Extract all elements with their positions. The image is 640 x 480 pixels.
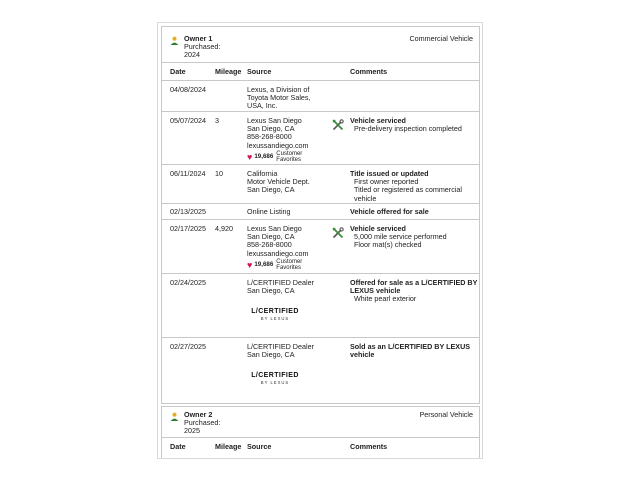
vehicle-use-type: Personal Vehicle bbox=[419, 410, 473, 419]
favorites-label-line: Favorites bbox=[276, 265, 301, 272]
column-header-row bbox=[162, 63, 479, 81]
source-line: San Diego, CA bbox=[247, 124, 295, 134]
comment-line: First owner reported bbox=[354, 177, 419, 187]
dealer-phone[interactable]: 858-268-8000 bbox=[247, 240, 292, 250]
column-date: Date bbox=[170, 67, 186, 76]
source-line: California bbox=[247, 169, 278, 178]
comment-line: vehicle bbox=[354, 193, 377, 203]
dealer-website-link[interactable]: lexussandiego.com bbox=[247, 140, 309, 150]
comment-title: Offered for sale as a L/CERTIFIED BY LEXUS vehicle bbox=[350, 278, 478, 296]
vehicle-history-report bbox=[157, 22, 483, 459]
purchased-year: 2024 bbox=[184, 50, 200, 59]
comment-line: Pre-delivery inspection completed bbox=[354, 124, 462, 134]
source-line: San Diego, CA bbox=[247, 232, 295, 242]
owner-2-header bbox=[162, 407, 479, 438]
record-comments bbox=[350, 225, 478, 250]
column-mileage: Mileage bbox=[215, 67, 242, 76]
owner-title: Owner 1 bbox=[184, 34, 213, 43]
person-icon bbox=[170, 412, 179, 421]
history-row bbox=[162, 274, 479, 338]
comment-title: Title issued or updated bbox=[350, 169, 429, 178]
record-date: 02/27/2025 bbox=[170, 342, 206, 351]
record-source bbox=[247, 86, 327, 111]
owner-2-section bbox=[161, 406, 480, 459]
comment-title: Vehicle serviced bbox=[350, 224, 406, 233]
comment-line: Floor mat(s) checked bbox=[354, 240, 422, 250]
vehicle-use-type: Commercial Vehicle bbox=[409, 34, 473, 43]
logo-sub-text: BY LEXUS bbox=[260, 316, 290, 321]
column-source: Source bbox=[247, 442, 272, 451]
favorites-count: 19,686 bbox=[254, 261, 274, 268]
column-date: Date bbox=[170, 442, 186, 451]
comment-title: Vehicle offered for sale bbox=[350, 207, 429, 216]
history-row bbox=[162, 81, 479, 112]
record-mileage: 4,920 bbox=[215, 224, 233, 233]
favorites-label-line: Customer bbox=[276, 150, 303, 157]
column-mileage: Mileage bbox=[215, 442, 242, 451]
favorites-count: 19,686 bbox=[254, 153, 274, 160]
history-row bbox=[162, 220, 479, 274]
comment-title: Sold as an L/CERTIFIED BY LEXUS vehicle bbox=[350, 342, 471, 360]
history-row bbox=[162, 204, 479, 220]
source-line: San Diego, CA bbox=[247, 350, 295, 360]
record-comments bbox=[350, 117, 478, 133]
record-date: 04/08/2024 bbox=[170, 85, 206, 94]
purchased-label: Purchased: bbox=[184, 42, 221, 51]
record-date: 02/17/2025 bbox=[170, 224, 206, 233]
source-line: USA, Inc. bbox=[247, 101, 278, 111]
owner-1-section bbox=[161, 26, 480, 404]
record-comments bbox=[350, 208, 478, 216]
favorites-label-line: Favorites bbox=[276, 157, 301, 164]
history-row bbox=[162, 112, 479, 165]
history-row bbox=[162, 338, 479, 405]
record-date: 02/24/2025 bbox=[170, 278, 206, 287]
record-source bbox=[247, 117, 327, 163]
owner-title: Owner 2 bbox=[184, 410, 213, 419]
dealer-name[interactable]: L/CERTIFIED Dealer bbox=[247, 278, 314, 287]
column-comments: Comments bbox=[350, 442, 388, 451]
record-source bbox=[247, 170, 327, 195]
record-date: 06/11/2024 bbox=[170, 169, 206, 178]
source-line: San Diego, CA bbox=[247, 286, 295, 296]
heart-icon: ♥ bbox=[247, 260, 253, 271]
comment-line: Titled or registered as commercial bbox=[354, 185, 462, 195]
history-row bbox=[162, 165, 479, 204]
service-tools-icon bbox=[332, 119, 344, 131]
service-tools-icon bbox=[332, 227, 344, 239]
heart-icon: ♥ bbox=[247, 152, 253, 163]
source-line: Lexus, a Division of bbox=[247, 85, 310, 94]
dealer-name[interactable]: Lexus San Diego bbox=[247, 224, 302, 233]
source-line: Toyota Motor Sales, bbox=[247, 93, 311, 103]
comment-title: Vehicle serviced bbox=[350, 116, 406, 125]
favorites-label bbox=[276, 151, 302, 164]
column-source: Source bbox=[247, 67, 272, 76]
record-source bbox=[247, 208, 327, 216]
comment-line: White pearl exterior bbox=[354, 294, 417, 304]
lcertified-logo bbox=[250, 372, 300, 385]
owner-1-header bbox=[162, 27, 479, 63]
record-mileage: 3 bbox=[215, 116, 219, 125]
comment-line: 5,000 mile service performed bbox=[354, 232, 447, 242]
record-comments bbox=[350, 279, 478, 304]
person-icon bbox=[170, 36, 179, 45]
dealer-name[interactable]: Lexus San Diego bbox=[247, 116, 302, 125]
favorites-label-line: Customer bbox=[276, 258, 303, 265]
logo-main-text: L/CERTIFIED bbox=[251, 372, 299, 379]
customer-favorites[interactable] bbox=[247, 259, 327, 272]
dealer-phone[interactable]: 858-268-8000 bbox=[247, 132, 292, 142]
dealer-name[interactable]: L/CERTIFIED Dealer bbox=[247, 342, 314, 351]
source-line: Motor Vehicle Dept. bbox=[247, 177, 310, 187]
lcertified-logo bbox=[250, 308, 300, 321]
column-header-row bbox=[162, 438, 479, 456]
record-comments bbox=[350, 170, 478, 203]
purchased-year: 2025 bbox=[184, 426, 200, 435]
record-mileage: 10 bbox=[215, 169, 223, 178]
record-source bbox=[247, 343, 327, 359]
dealer-website-link[interactable]: lexussandiego.com bbox=[247, 248, 309, 258]
record-source bbox=[247, 279, 327, 295]
favorites-label bbox=[276, 259, 302, 272]
record-date: 02/13/2025 bbox=[170, 207, 206, 216]
record-date: 05/07/2024 bbox=[170, 116, 206, 125]
record-comments bbox=[350, 343, 478, 359]
source-line: San Diego, CA bbox=[247, 185, 295, 195]
logo-sub-text: BY LEXUS bbox=[260, 380, 290, 385]
logo-main-text: L/CERTIFIED bbox=[251, 308, 299, 315]
purchased-label: Purchased: bbox=[184, 418, 221, 427]
record-source bbox=[247, 225, 327, 271]
column-comments: Comments bbox=[350, 67, 388, 76]
customer-favorites[interactable] bbox=[247, 151, 327, 164]
source-line: Online Listing bbox=[247, 207, 291, 216]
